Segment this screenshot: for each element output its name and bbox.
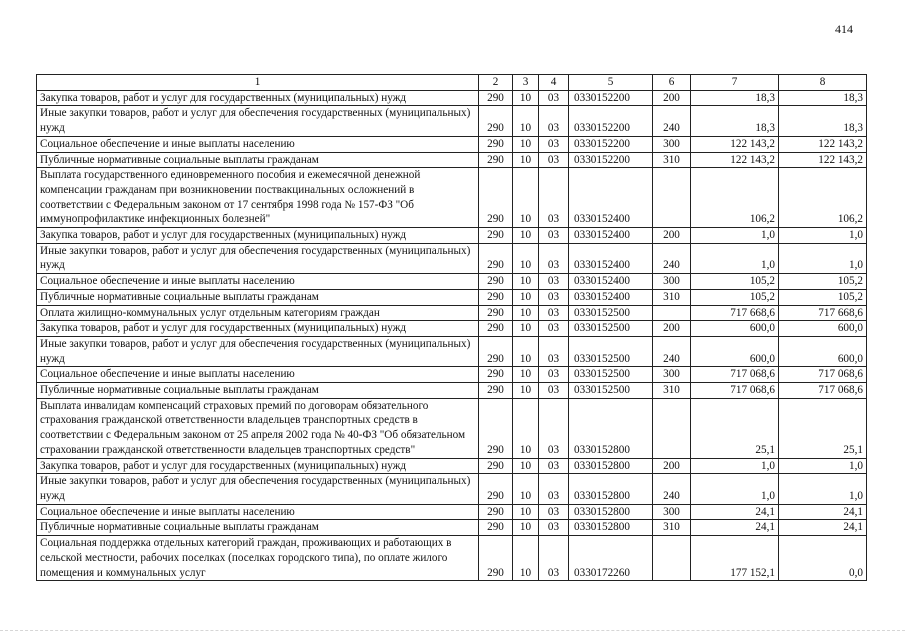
- ministry-code-cell: 290: [479, 106, 513, 136]
- section-cell: 10: [513, 168, 539, 228]
- description-cell: Социальное обеспечение и иные выплаты населению: [37, 274, 479, 290]
- subsection-cell: 03: [539, 228, 569, 244]
- table-row: [37, 243, 867, 273]
- expense-type-cell: 200: [653, 458, 691, 474]
- amount-cell: 717 668,6: [779, 305, 867, 321]
- subsection-cell: 03: [539, 243, 569, 273]
- table-row: [37, 474, 867, 504]
- table-row: [37, 274, 867, 290]
- expense-type-cell: 310: [653, 383, 691, 399]
- description-cell: Иные закупки товаров, работ и услуг для обеспечения государственных (муниципальных) нужд: [37, 474, 479, 504]
- amount-cell: 24,1: [779, 520, 867, 536]
- section-cell: 10: [513, 520, 539, 536]
- ministry-code-cell: 290: [479, 367, 513, 383]
- section-cell: 10: [513, 367, 539, 383]
- amount-cell: 24,1: [691, 504, 779, 520]
- amount-cell: 122 143,2: [691, 152, 779, 168]
- section-cell: 10: [513, 106, 539, 136]
- expense-type-cell: 200: [653, 228, 691, 244]
- header-cell: 5: [569, 75, 653, 91]
- subsection-cell: 03: [539, 305, 569, 321]
- ministry-code-cell: 290: [479, 398, 513, 458]
- section-cell: 10: [513, 243, 539, 273]
- target-article-cell: 0330152200: [569, 152, 653, 168]
- expense-type-cell: [653, 398, 691, 458]
- subsection-cell: 03: [539, 90, 569, 106]
- table-row: [37, 168, 867, 228]
- expense-type-cell: 200: [653, 90, 691, 106]
- ministry-code-cell: 290: [479, 228, 513, 244]
- target-article-cell: 0330152500: [569, 321, 653, 337]
- amount-cell: 18,3: [691, 90, 779, 106]
- ministry-code-cell: 290: [479, 305, 513, 321]
- ministry-code-cell: 290: [479, 289, 513, 305]
- amount-cell: 105,2: [691, 289, 779, 305]
- amount-cell: 122 143,2: [779, 152, 867, 168]
- amount-cell: 25,1: [691, 398, 779, 458]
- amount-cell: 24,1: [779, 504, 867, 520]
- description-cell: Закупка товаров, работ и услуг для государственных (муниципальных) нужд: [37, 321, 479, 337]
- section-cell: 10: [513, 458, 539, 474]
- subsection-cell: 03: [539, 458, 569, 474]
- section-cell: 10: [513, 152, 539, 168]
- target-article-cell: 0330152800: [569, 520, 653, 536]
- description-cell: Иные закупки товаров, работ и услуг для обеспечения государственных (муниципальных) нужд: [37, 106, 479, 136]
- amount-cell: 1,0: [779, 243, 867, 273]
- amount-cell: 24,1: [691, 520, 779, 536]
- amount-cell: 1,0: [691, 243, 779, 273]
- table-body: [37, 75, 867, 581]
- expense-type-cell: 240: [653, 243, 691, 273]
- description-cell: Иные закупки товаров, работ и услуг для обеспечения государственных (муниципальных) нужд: [37, 243, 479, 273]
- page-number: 414: [835, 22, 853, 36]
- section-cell: 10: [513, 321, 539, 337]
- budget-table: [36, 74, 867, 581]
- subsection-cell: 03: [539, 136, 569, 152]
- description-cell: Публичные нормативные социальные выплаты гражданам: [37, 383, 479, 399]
- target-article-cell: 0330152800: [569, 398, 653, 458]
- description-cell: Выплата государственного единовременного пособия и ежемесячной денежной компенсации гражданам при возникновении поствакцинальных осложнений в соответствии с Федеральным законом от 17 сентября 1998 года № 157-ФЗ "Об иммунопрофилактике инфекционных болезней": [37, 168, 479, 228]
- table-row: [37, 536, 867, 581]
- table-row: [37, 136, 867, 152]
- target-article-cell: 0330152400: [569, 289, 653, 305]
- amount-cell: 122 143,2: [691, 136, 779, 152]
- table-row: [37, 152, 867, 168]
- amount-cell: 717 068,6: [691, 383, 779, 399]
- expense-type-cell: 310: [653, 520, 691, 536]
- header-cell: 2: [479, 75, 513, 91]
- subsection-cell: 03: [539, 106, 569, 136]
- amount-cell: 106,2: [691, 168, 779, 228]
- section-cell: 10: [513, 336, 539, 366]
- subsection-cell: 03: [539, 367, 569, 383]
- section-cell: 10: [513, 305, 539, 321]
- expense-type-cell: 310: [653, 289, 691, 305]
- expense-type-cell: 300: [653, 504, 691, 520]
- header-cell: 1: [37, 75, 479, 91]
- table-row: [37, 305, 867, 321]
- target-article-cell: 0330152400: [569, 243, 653, 273]
- table-row: [37, 458, 867, 474]
- target-article-cell: 0330152200: [569, 106, 653, 136]
- subsection-cell: 03: [539, 274, 569, 290]
- target-article-cell: 0330152400: [569, 168, 653, 228]
- amount-cell: 1,0: [779, 458, 867, 474]
- amount-cell: 600,0: [691, 336, 779, 366]
- description-cell: Публичные нормативные социальные выплаты гражданам: [37, 152, 479, 168]
- expense-type-cell: 300: [653, 136, 691, 152]
- ministry-code-cell: 290: [479, 536, 513, 581]
- amount-cell: 106,2: [779, 168, 867, 228]
- amount-cell: 600,0: [779, 336, 867, 366]
- ministry-code-cell: 290: [479, 474, 513, 504]
- section-cell: 10: [513, 90, 539, 106]
- expense-type-cell: [653, 305, 691, 321]
- ministry-code-cell: 290: [479, 274, 513, 290]
- amount-cell: 122 143,2: [779, 136, 867, 152]
- description-cell: Социальная поддержка отдельных категорий граждан, проживающих и работающих в сельской местности, рабочих поселках (поселках городского типа), по оплате жилого помещения и коммунальных услуг: [37, 536, 479, 581]
- expense-type-cell: [653, 536, 691, 581]
- header-cell: 8: [779, 75, 867, 91]
- amount-cell: 1,0: [779, 474, 867, 504]
- target-article-cell: 0330152500: [569, 367, 653, 383]
- table-row: [37, 336, 867, 366]
- ministry-code-cell: 290: [479, 504, 513, 520]
- target-article-cell: 0330172260: [569, 536, 653, 581]
- subsection-cell: 03: [539, 474, 569, 504]
- subsection-cell: 03: [539, 398, 569, 458]
- amount-cell: 1,0: [691, 228, 779, 244]
- description-cell: Оплата жилищно-коммунальных услуг отдельным категориям граждан: [37, 305, 479, 321]
- section-cell: 10: [513, 536, 539, 581]
- description-cell: Социальное обеспечение и иные выплаты населению: [37, 367, 479, 383]
- section-cell: 10: [513, 289, 539, 305]
- section-cell: 10: [513, 504, 539, 520]
- amount-cell: 18,3: [779, 106, 867, 136]
- ministry-code-cell: 290: [479, 336, 513, 366]
- description-cell: Закупка товаров, работ и услуг для государственных (муниципальных) нужд: [37, 228, 479, 244]
- target-article-cell: 0330152800: [569, 458, 653, 474]
- ministry-code-cell: 290: [479, 520, 513, 536]
- expense-type-cell: 240: [653, 336, 691, 366]
- header-row: [37, 75, 867, 91]
- target-article-cell: 0330152400: [569, 274, 653, 290]
- expense-type-cell: 240: [653, 106, 691, 136]
- table-row: [37, 504, 867, 520]
- expense-type-cell: 300: [653, 274, 691, 290]
- ministry-code-cell: 290: [479, 321, 513, 337]
- section-cell: 10: [513, 136, 539, 152]
- table-row: [37, 383, 867, 399]
- subsection-cell: 03: [539, 289, 569, 305]
- table-row: [37, 90, 867, 106]
- header-cell: 3: [513, 75, 539, 91]
- amount-cell: 1,0: [691, 474, 779, 504]
- subsection-cell: 03: [539, 536, 569, 581]
- amount-cell: 18,3: [691, 106, 779, 136]
- table-row: [37, 289, 867, 305]
- expense-type-cell: 300: [653, 367, 691, 383]
- amount-cell: 105,2: [779, 289, 867, 305]
- target-article-cell: 0330152500: [569, 305, 653, 321]
- amount-cell: 105,2: [779, 274, 867, 290]
- description-cell: Закупка товаров, работ и услуг для государственных (муниципальных) нужд: [37, 90, 479, 106]
- expense-type-cell: 310: [653, 152, 691, 168]
- target-article-cell: 0330152500: [569, 336, 653, 366]
- amount-cell: 1,0: [779, 228, 867, 244]
- amount-cell: 105,2: [691, 274, 779, 290]
- description-cell: Иные закупки товаров, работ и услуг для обеспечения государственных (муниципальных) нужд: [37, 336, 479, 366]
- table-row: [37, 367, 867, 383]
- ministry-code-cell: 290: [479, 168, 513, 228]
- description-cell: Социальное обеспечение и иные выплаты населению: [37, 136, 479, 152]
- expense-type-cell: 240: [653, 474, 691, 504]
- table-row: [37, 228, 867, 244]
- amount-cell: 177 152,1: [691, 536, 779, 581]
- subsection-cell: 03: [539, 383, 569, 399]
- ministry-code-cell: 290: [479, 458, 513, 474]
- description-cell: Закупка товаров, работ и услуг для государственных (муниципальных) нужд: [37, 458, 479, 474]
- amount-cell: 0,0: [779, 536, 867, 581]
- amount-cell: 717 068,6: [779, 367, 867, 383]
- table-row: [37, 321, 867, 337]
- ministry-code-cell: 290: [479, 90, 513, 106]
- amount-cell: 600,0: [691, 321, 779, 337]
- expense-type-cell: 200: [653, 321, 691, 337]
- subsection-cell: 03: [539, 152, 569, 168]
- subsection-cell: 03: [539, 336, 569, 366]
- target-article-cell: 0330152800: [569, 474, 653, 504]
- section-cell: 10: [513, 474, 539, 504]
- section-cell: 10: [513, 398, 539, 458]
- description-cell: Социальное обеспечение и иные выплаты населению: [37, 504, 479, 520]
- expense-type-cell: [653, 168, 691, 228]
- description-cell: Публичные нормативные социальные выплаты гражданам: [37, 289, 479, 305]
- section-cell: 10: [513, 228, 539, 244]
- scan-artifact-line: [0, 630, 905, 632]
- table-row: [37, 398, 867, 458]
- description-cell: Выплата инвалидам компенсаций страховых премий по договорам обязательного страхования гражданской ответственности владельцев транспортных средств в соответствии с Федеральным законом от 25 апреля 2002 года № 40-ФЗ "Об обязательном страховании гражданской ответственности владельцев транспортных средств": [37, 398, 479, 458]
- amount-cell: 717 668,6: [691, 305, 779, 321]
- header-cell: 7: [691, 75, 779, 91]
- header-cell: 6: [653, 75, 691, 91]
- section-cell: 10: [513, 274, 539, 290]
- description-cell: Публичные нормативные социальные выплаты гражданам: [37, 520, 479, 536]
- target-article-cell: 0330152500: [569, 383, 653, 399]
- amount-cell: 600,0: [779, 321, 867, 337]
- amount-cell: 717 068,6: [779, 383, 867, 399]
- header-cell: 4: [539, 75, 569, 91]
- ministry-code-cell: 290: [479, 243, 513, 273]
- amount-cell: 18,3: [779, 90, 867, 106]
- ministry-code-cell: 290: [479, 152, 513, 168]
- amount-cell: 25,1: [779, 398, 867, 458]
- amount-cell: 1,0: [691, 458, 779, 474]
- target-article-cell: 0330152400: [569, 228, 653, 244]
- table-row: [37, 520, 867, 536]
- subsection-cell: 03: [539, 168, 569, 228]
- amount-cell: 717 068,6: [691, 367, 779, 383]
- ministry-code-cell: 290: [479, 136, 513, 152]
- ministry-code-cell: 290: [479, 383, 513, 399]
- target-article-cell: 0330152200: [569, 136, 653, 152]
- table-row: [37, 106, 867, 136]
- subsection-cell: 03: [539, 321, 569, 337]
- subsection-cell: 03: [539, 520, 569, 536]
- target-article-cell: 0330152200: [569, 90, 653, 106]
- target-article-cell: 0330152800: [569, 504, 653, 520]
- section-cell: 10: [513, 383, 539, 399]
- subsection-cell: 03: [539, 504, 569, 520]
